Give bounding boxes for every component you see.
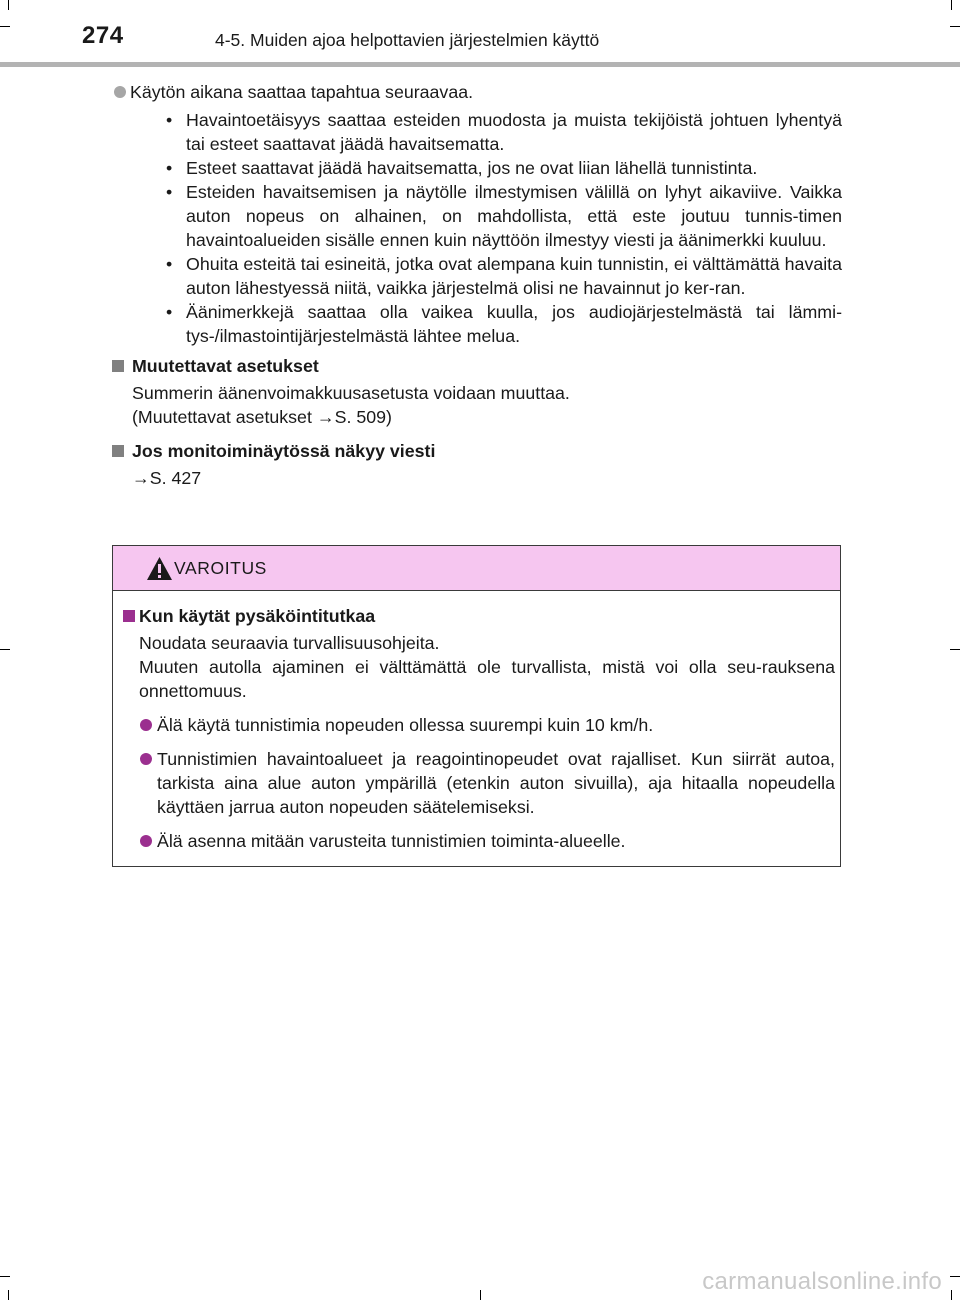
page-number: 274 bbox=[82, 22, 124, 49]
warning-bullet bbox=[123, 713, 835, 737]
crop-mark bbox=[951, 1290, 952, 1300]
list-item bbox=[148, 180, 842, 252]
bullet-dot-icon bbox=[140, 753, 152, 765]
header-rule bbox=[0, 62, 960, 67]
bullet-dot-icon bbox=[114, 86, 126, 98]
bullet-mark: • bbox=[166, 158, 173, 178]
bullet-mark: • bbox=[166, 182, 173, 202]
bullet-mark: • bbox=[166, 110, 173, 130]
warning-bullet-text: Älä käytä tunnistimia nopeuden ollessa suurempi kuin 10 km/h. bbox=[157, 715, 654, 735]
list-item-text: Esteiden havaitsemisen ja näytölle ilmestymisen välillä on lyhyt aikaviive. Vaikka auton nopeus on alhainen, on mahdollista, että este joutuu tunnis-timen havaintoalueiden sisälle ennen kuin näyttöön ilmestyy viesti ja äänimerkki kuuluu. bbox=[186, 182, 842, 250]
square-marker-icon bbox=[123, 610, 135, 622]
page-header bbox=[0, 0, 960, 66]
warning-box bbox=[112, 545, 841, 867]
warning-heading-text: Kun käytät pysäköintitutkaa bbox=[139, 606, 376, 626]
square-marker-icon bbox=[112, 360, 124, 372]
warning-header bbox=[113, 546, 840, 591]
warning-bullet-text: Tunnistimien havaintoalueet ja reagointinopeudet ovat rajalliset. Kun siirrät autoa, tarkista aina alue auton ympärillä (etenkin auton sivuilla), aja hitaalla nopeudella käyttäen jarrua auton nopeuden säätelemiseksi. bbox=[157, 749, 835, 817]
intro-bullet-text: Käytön aikana saattaa tapahtua seuraavaa. bbox=[130, 82, 474, 102]
intro-bullet bbox=[112, 80, 842, 348]
section-heading-message bbox=[112, 439, 842, 463]
warning-bullet-text: Älä asenna mitään varusteita tunnistimien toiminta-alueelle. bbox=[157, 831, 626, 851]
list-item bbox=[148, 108, 842, 156]
warning-para-1: Noudata seuraavia turvallisuusohjeita. bbox=[139, 633, 440, 653]
warning-heading bbox=[123, 604, 835, 628]
section-heading-text: Muutettavat asetukset bbox=[132, 356, 319, 376]
bullet-dot-icon bbox=[140, 835, 152, 847]
list-item-text: Esteet saattavat jäädä havaitsematta, jos ne ovat liian lähellä tunnistinta. bbox=[186, 158, 758, 178]
message-reference: →S. 427 bbox=[132, 468, 202, 488]
warning-bullet bbox=[123, 829, 835, 853]
list-item bbox=[148, 300, 842, 348]
bullet-mark: • bbox=[166, 254, 173, 274]
crop-mark bbox=[950, 1276, 960, 1277]
crop-mark bbox=[0, 649, 10, 650]
settings-line-1: Summerin äänenvoimakkuusasetusta voidaan muuttaa. bbox=[132, 383, 570, 403]
list-item bbox=[148, 156, 842, 180]
crop-mark bbox=[950, 649, 960, 650]
warning-body bbox=[123, 604, 835, 853]
warning-triangle-icon bbox=[146, 556, 173, 581]
crop-mark bbox=[8, 1290, 9, 1300]
warning-bullet bbox=[123, 747, 835, 819]
list-item bbox=[148, 252, 842, 300]
list-item-text: Havaintoetäisyys saattaa esteiden muodosta ja muista tekijöistä johtuen lyhentyä tai esteet saattavat jäädä havaitsematta. bbox=[186, 110, 842, 154]
list-item-text: Äänimerkkejä saattaa olla vaikea kuulla, jos audiojärjestelmästä tai lämmi-tys-/ilmastointijärjestelmästä lähtee melua. bbox=[186, 302, 842, 346]
list-item-text: Ohuita esteitä tai esineitä, jotka ovat alempana kuin tunnistin, ei välttämättä havaita auton lähestyessä niitä, vaikka järjestelmä olisi ne havainnut jo ker-ran. bbox=[186, 254, 842, 298]
warning-para-2: Muuten autolla ajaminen ei välttämättä ole turvallista, mistä voi olla seu-rauksena onnettomuus. bbox=[139, 657, 835, 701]
watermark: carmanualsonline.info bbox=[702, 1268, 942, 1295]
section-heading-settings bbox=[112, 354, 842, 378]
section-heading-text: Jos monitoiminäytössä näkyy viesti bbox=[132, 441, 436, 461]
section-title: 4-5. Muiden ajoa helpottavien järjestelmien käyttö bbox=[215, 30, 600, 50]
bullet-mark: • bbox=[166, 302, 173, 322]
main-content bbox=[112, 80, 842, 490]
sub-item-list bbox=[148, 108, 842, 348]
square-marker-icon bbox=[112, 445, 124, 457]
settings-line-2: (Muutettavat asetukset →S. 509) bbox=[132, 407, 392, 427]
crop-mark bbox=[0, 1276, 10, 1277]
bullet-dot-icon bbox=[140, 719, 152, 731]
warning-title: VAROITUS bbox=[174, 558, 267, 578]
crop-mark bbox=[480, 1290, 481, 1300]
